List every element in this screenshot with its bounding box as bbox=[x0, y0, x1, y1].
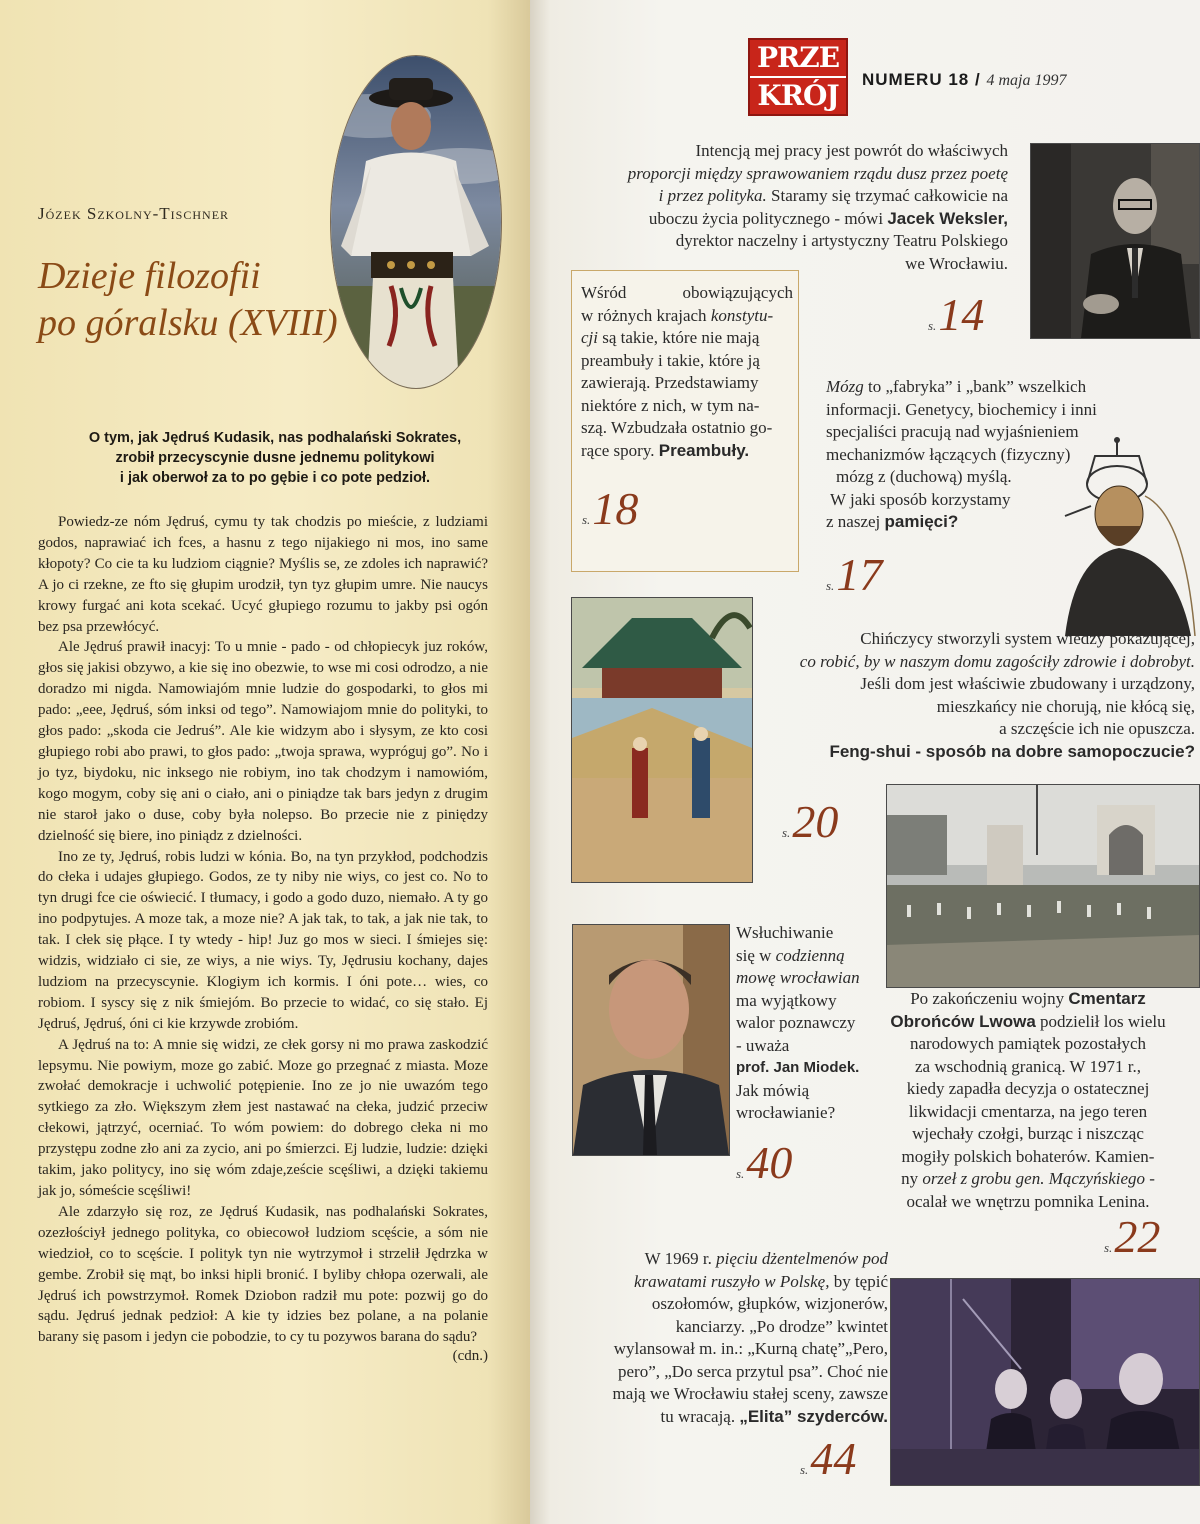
continued-note: (cdn.) bbox=[452, 1348, 488, 1365]
teaser-text: ny bbox=[901, 1169, 919, 1188]
teaser-text: W 1969 r. bbox=[644, 1249, 712, 1268]
page-ref-20[interactable] bbox=[782, 795, 838, 848]
teaser-text: cji bbox=[581, 328, 598, 347]
teaser-highlight: pamięci? bbox=[884, 512, 959, 531]
teaser-line: co robić, by w naszym domu zagościły zdrowie i dobrobyt. bbox=[799, 651, 1195, 671]
issue-number: 18 bbox=[948, 70, 970, 89]
page-ref-prefix: s. bbox=[1104, 1240, 1113, 1255]
teaser-text: - bbox=[1149, 1169, 1155, 1188]
teaser-line: oszołomów, głupków, wizjonerów, bbox=[651, 1294, 888, 1313]
page-ref-number: 22 bbox=[1114, 1211, 1161, 1262]
teaser-line: szą. Wzbudzała ostatnio go- bbox=[581, 418, 773, 437]
teaser-line: wrocławianie? bbox=[736, 1103, 836, 1122]
teaser-line: mózg z (duchową) myślą. bbox=[836, 467, 1012, 486]
page-ref-number: 17 bbox=[836, 549, 883, 600]
teaser-text: się w bbox=[736, 945, 772, 965]
teaser-line: Jak mówią bbox=[736, 1080, 810, 1100]
page-ref-18[interactable] bbox=[582, 482, 638, 535]
teaser-text: podzielił los wielu bbox=[1040, 1011, 1166, 1031]
teaser-line: mogiły polskich bohaterów. Kamien- bbox=[901, 1146, 1155, 1166]
teaser-highlight: Preambuły. bbox=[658, 440, 750, 460]
teaser-line: kanciarzy. „Po drodze” kwintet bbox=[675, 1316, 888, 1336]
teaser-line: narodowych pamiątek pozostałych bbox=[909, 1034, 1147, 1053]
teaser-line: Wsłuchiwanie bbox=[736, 923, 834, 942]
teaser-line: preambuły i takie, które ją bbox=[581, 350, 760, 370]
teaser-p20 bbox=[760, 628, 1195, 763]
teaser-p14: Intencją mej pracy jest powrót do właściwych proporcji między sprawowaniem rządu dusz przez poetę i przez polityka. Staramy się trzymać całkowicie na uboczu życia politycznego - mówi Jacek Weksler, dyrektor naczelny i artystyczny Teatru Polskiego we Wrocławiu. bbox=[568, 140, 1008, 275]
teaser-line: zawierają. Przedstawiamy bbox=[581, 373, 759, 392]
teaser-line: wjechały czołgi, burząc i niszcząc bbox=[912, 1124, 1144, 1143]
teaser-text: codzienną bbox=[775, 945, 845, 965]
article-body bbox=[38, 512, 488, 1367]
body-paragraph: Powiedz-ze nóm Jędruś, cymu ty tak chodzis po mieście, z ludziami godos, naprawiać ich fces, a hasnu z tego nijakiego ni mos, ino same kłopoty? Co cie ta ku ludziom ciągnie? Myślis se, ze zdoles ich naprawić? A jo ci rzekne, ze fto się głupim urodził, tyn tyz głupim umre. Nie naucys krowy furgać ani kota scekać. Ucyć głupiego rozumu to jakby psi ogón bez psa przewłócyć. bbox=[38, 514, 488, 635]
lead-line: zrobił przecyscynie dusne jednemu politykowi bbox=[115, 450, 435, 466]
lead-line: i jak oberwoł za to po gębie i co pote pedzioł. bbox=[119, 470, 431, 486]
teaser-line: kiedy zapadła decyzja o ostatecznej bbox=[906, 1079, 1150, 1098]
feng-shui-painting bbox=[571, 597, 753, 883]
teaser-highlight: Jacek Weksler, bbox=[887, 208, 1008, 228]
issue-separator: / bbox=[975, 70, 981, 89]
teaser-p18 bbox=[581, 282, 793, 462]
page-ref-number: 18 bbox=[592, 483, 639, 534]
teaser-line: za wschodnią granicą. W 1971 r., bbox=[915, 1056, 1141, 1076]
teaser-text: z naszej bbox=[826, 512, 881, 531]
teaser-p44 bbox=[560, 1248, 888, 1428]
teaser-text: orzeł z grobu gen. Mączyńskiego bbox=[922, 1169, 1146, 1188]
page-ref-40[interactable] bbox=[736, 1136, 792, 1189]
teaser-line: likwidacji cmentarza, na jego teren bbox=[908, 1101, 1148, 1121]
issue-header bbox=[862, 70, 1066, 90]
page-ref-44[interactable] bbox=[800, 1432, 856, 1485]
teaser-text: pięciu dżentelmenów pod bbox=[716, 1249, 888, 1268]
teaser-text: są takie, które nie mają bbox=[602, 328, 760, 347]
teaser-text: w różnych krajach bbox=[581, 305, 707, 325]
body-paragraph: Ale zdarzyło się roz, ze Jędruś Kudasik, nas podhalański Sokrates, ozezłościył jednego polityka, co obiecowoł ludziom scęście, a sóm nie wiedzioł, co to scęście. I polityk tyn nie wytrzymoł i strzelił Jędrzka w gembe. Zrobił się mąt, bo inksi hipli bronić. I byliby chłopa ozerwali, ale Jędruś ich powstrzymoł. Romek Dziobon radził mu pote: pozwij go do sądu. Jędruś jednak pedzioł: A kie ty idzies bez polane, a na polanie barany się pasom i jedyn cie pobodzie, to cy tu pozywos barana do sądu? bbox=[38, 1203, 488, 1346]
page-ref-14[interactable] bbox=[928, 288, 984, 341]
teaser-line: ocalał we wnętrzu pomnika Lenina. bbox=[906, 1191, 1150, 1211]
highlander-portrait bbox=[330, 55, 502, 389]
lwow-cemetery-photo bbox=[886, 784, 1200, 988]
page-ref-number: 20 bbox=[792, 796, 839, 847]
teaser-line: informacji. Genetycy, biochemicy i inni bbox=[826, 399, 1097, 419]
page-ref-prefix: s. bbox=[736, 1166, 745, 1181]
teaser-line: wylansował m. in.: „Kurną chatę”„Pero, bbox=[613, 1339, 888, 1358]
teaser-line: W jaki sposób korzystamy bbox=[830, 489, 1011, 509]
teaser-line: walor poznawczy bbox=[736, 1013, 856, 1032]
przekroj-logo bbox=[748, 38, 848, 116]
body-paragraph: A Jędruś na to: A mnie się widzi, ze cłek gorsy ni mo prawa zaskodzić lepsymu. Nie powiym, moze go zabić. Moze go przegnać z miasta. Moze zwołać demokracje i uchwolić potępienie. Ino ze jo nie uwazóm tego sytkiego za zło. Większym złem jest nastawać na cłeka, judzić przeciw cłekowi, jątrzyć, ocerniać. To wóm powiem: do dobrego cłeka ni mo przystępu zodne zło ani za zycio, ani po śmierzci. Ej ludzie, ludzie: dzięki takim, jako politycy, ino się wóm zdaje,zeście scęśliwi, a dzięki takiemu jak jo, sómeście scęśliwi! bbox=[38, 1036, 488, 1199]
body-paragraph: Ale Jędruś prawił inacyj: To u mnie - pado - od chłopiecyk juz roków, głos się jakisi obzywo, a kie się ino obezwie, to wse mi cosi odrodzo, a nie doradzo mi nigda. Namowiajóm mnie ludzie do gospodarki, to głos mi pado: „eee, Jędruś, sóm inksi od tego”. Namowiajom mnie do polityki, to głos pado: „skoda cie Jedruś”. Ale kie widzym abo i słysym, ze kto cosi głupiego robi abo prawi, to głos pado: „twoja sprawa, wypróguj go”. No i jo tyz, biydoku, nic inksego nie robiym, ino tak chodzym i namowióm, kogo mogym, coby się ani o ciało, ani o piniądze tak bars jedyn z drugim nie staroł jako o duse, coby była nolepso. Bo przecie nie z piniędzy dzielność się biere, ino piniądz z dzielności. bbox=[38, 639, 488, 844]
logo-top: PRZE bbox=[750, 40, 846, 78]
teaser-line: specjaliści pracują nad wyjaśnieniem bbox=[826, 422, 1079, 441]
teaser-line: niektóre z nich, w tym na- bbox=[581, 395, 760, 415]
page-ref-number: 40 bbox=[746, 1137, 793, 1188]
lead-line: O tym, jak Jędruś Kudasik, nas podhalański Sokrates, bbox=[88, 430, 462, 446]
teaser-text: konstytu- bbox=[710, 305, 774, 325]
teaser-text: rące spory. bbox=[581, 440, 655, 460]
teaser-line: - uważa bbox=[736, 1035, 790, 1055]
teaser-highlight: prof. Jan Miodek. bbox=[736, 1059, 860, 1076]
teaser-text: Po zakończeniu wojny bbox=[910, 989, 1065, 1008]
teaser-line: a szczęście ich nie opuszcza. bbox=[999, 719, 1195, 738]
issue-label: NUMERU bbox=[862, 70, 943, 89]
page-ref-prefix: s. bbox=[826, 578, 835, 593]
teaser-line: Jeśli dom jest właściwie zbudowany i urządzony, bbox=[860, 674, 1195, 693]
page-ref-prefix: s. bbox=[800, 1462, 809, 1477]
teaser-line: mechanizmów łączących (fizyczny) bbox=[826, 444, 1071, 464]
body-paragraph: Ino ze ty, Jędruś, robis ludzi w kónia. Bo, na tyn przykłod, podchodzis do cłeka i udajes głupiego. Godos, ze ty niby nie wiys, co jest co. No to tyn drugi fce cie oświecić. I tłumacy, i godo a godo duzo, niemało. A ty go ino podpytujes. A moze tak, a moze nie? A jak tak, to tak, a jak nie tak, to tak. I cłek się płące. I ty wtedy - hip! Juz go mos w sieci. I śmiejes się: widzis, widziało ci sie, ze wiys, a nie wiys. Ty, Jędrusiu kochany, dajes ludziom na przecyscynie. Klogiym ich kormis. I óni pote… wies, co robiom. I syscy się z nik śmiejóm. Bo przecie to widać, co się stało. Ej Jędruś, Jędruś, óni ci kie krzywde zrobióm. bbox=[38, 848, 488, 1032]
teaser-highlight: Feng-shui - sposób na dobre samopoczucie? bbox=[829, 741, 1195, 761]
teaser-line: mają we Wrocławiu stałej sceny, zawsze bbox=[612, 1384, 888, 1403]
teaser-text: by tępić bbox=[833, 1271, 888, 1291]
teaser-highlight: Obrońców Lwowa bbox=[890, 1011, 1036, 1031]
teaser-line: mieszkańcy nie chorują, nie kłócą się, bbox=[936, 696, 1195, 716]
page-ref-22[interactable] bbox=[1104, 1210, 1160, 1263]
article-lead bbox=[55, 428, 495, 488]
miodek-photo bbox=[572, 924, 730, 1156]
page-ref-number: 44 bbox=[810, 1433, 857, 1484]
page-ref-number: 14 bbox=[938, 289, 985, 340]
teaser-text: Mózg bbox=[826, 377, 864, 396]
teaser-text: uboczu życia politycznego - mówi bbox=[648, 208, 884, 228]
teaser-p40 bbox=[736, 922, 886, 1125]
logo-bottom: KRÓJ bbox=[757, 79, 839, 112]
article-author: Józek Szkolny-Tischner bbox=[38, 204, 230, 223]
teaser-line: mowę wrocławian bbox=[736, 968, 860, 987]
teaser-text: to „fabryka” i „bank” wszelkich bbox=[868, 377, 1087, 396]
teaser-line: we Wrocławiu. bbox=[905, 253, 1008, 273]
teaser-line: dyrektor naczelny i artystyczny Teatru Polskiego bbox=[675, 231, 1008, 250]
teaser-line: pero”, „Do serca przytul psa”. Choć nie bbox=[618, 1361, 888, 1381]
elita-cabaret-photo bbox=[890, 1278, 1200, 1486]
teaser-line: proporcji między sprawowaniem rządu dusz przez poetę bbox=[627, 163, 1008, 183]
teaser-highlight: Cmentarz bbox=[1068, 989, 1146, 1008]
page-ref-prefix: s. bbox=[928, 318, 937, 333]
teaser-line: Chińczycy stworzyli system wiedzy pokazującej, bbox=[860, 629, 1195, 648]
brain-helmet-illustration bbox=[1045, 436, 1200, 636]
page-ref-17[interactable] bbox=[826, 548, 882, 601]
teaser-text: krawatami ruszyło w Polskę, bbox=[633, 1271, 830, 1291]
teaser-line: Wśród obowiązujących bbox=[581, 283, 793, 302]
article-title-line: Dzieje filozofii bbox=[38, 255, 261, 297]
issue-date: 4 maja 1997 bbox=[986, 72, 1067, 89]
teaser-highlight: „Elita” szyderców. bbox=[739, 1406, 888, 1426]
weksler-photo bbox=[1030, 143, 1200, 339]
teaser-line: Intencją mej pracy jest powrót do właściwych bbox=[695, 141, 1008, 160]
teaser-line: ma wyjątkowy bbox=[736, 990, 837, 1010]
article-title-line: po góralsku (XVIII) bbox=[38, 302, 338, 344]
page-ref-prefix: s. bbox=[782, 825, 791, 840]
page-ref-prefix: s. bbox=[582, 512, 591, 527]
teaser-text: tu wracają. bbox=[660, 1406, 736, 1426]
teaser-p22 bbox=[886, 988, 1170, 1213]
article-title bbox=[38, 253, 338, 347]
